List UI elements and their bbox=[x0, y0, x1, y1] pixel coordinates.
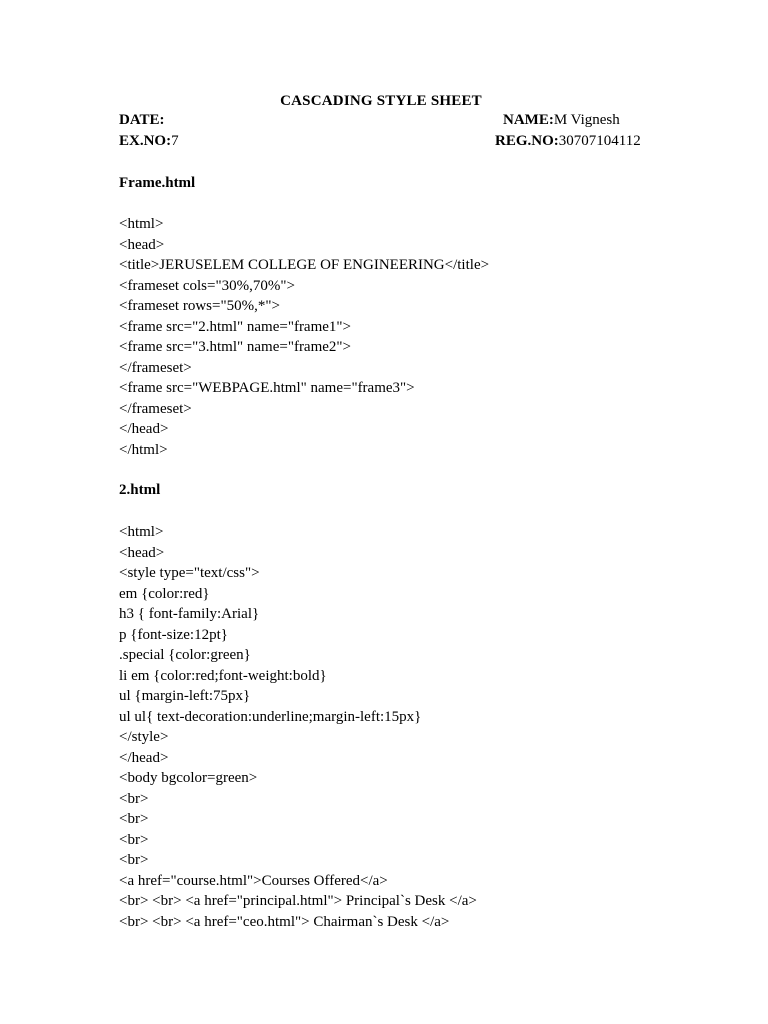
code-line: p {font-size:12pt} bbox=[119, 626, 228, 643]
code-line: <head> bbox=[119, 236, 165, 253]
section-heading-frame-html: Frame.html bbox=[119, 175, 196, 191]
meta-row-exno-regno bbox=[119, 133, 679, 153]
code-line: </html> bbox=[119, 441, 168, 458]
code-line: <html> bbox=[119, 216, 164, 232]
meta-row-date-name bbox=[119, 112, 679, 132]
document-title: CASCADING STYLE SHEET bbox=[280, 93, 482, 109]
code-line: </frameset> bbox=[119, 359, 192, 376]
code-line: h3 { font-family:Arial} bbox=[119, 606, 260, 622]
code-line: <br> <br> <a href="ceo.html"> Chairman`s Desk </a> bbox=[119, 913, 450, 930]
code-line: </head> bbox=[119, 421, 169, 437]
code-line: <br> bbox=[119, 831, 149, 848]
regno-value: 30707104112 bbox=[558, 133, 641, 149]
date-label: DATE: bbox=[119, 112, 165, 128]
code-line: </frameset> bbox=[119, 400, 192, 417]
code-line: <frameset cols="30%,70%"> bbox=[119, 277, 295, 294]
code-block-2-html bbox=[119, 522, 477, 932]
code-line: <style type="text/css"> bbox=[119, 565, 260, 581]
code-line: <frame src="2.html" name="frame1"> bbox=[119, 318, 352, 335]
name-value: M Vignesh bbox=[553, 112, 620, 128]
code-line: </style> bbox=[119, 729, 169, 745]
code-line: <br> bbox=[119, 790, 149, 807]
exno-value: 7 bbox=[171, 133, 179, 149]
code-line: <frame src="WEBPAGE.html" name="frame3"> bbox=[119, 380, 415, 396]
section-heading-2-html: 2.html bbox=[119, 482, 161, 498]
code-line: ul {margin-left:75px} bbox=[119, 688, 251, 704]
code-line: .special {color:green} bbox=[119, 647, 251, 663]
regno-label: REG.NO: bbox=[495, 133, 559, 149]
code-line: <a href="course.html">Courses Offered</a> bbox=[119, 872, 388, 889]
code-line: ul ul{ text-decoration:underline;margin-left:15px} bbox=[119, 708, 422, 725]
exno-field bbox=[119, 133, 179, 150]
code-line: <br> <br> <a href="principal.html"> Principal`s Desk </a> bbox=[119, 893, 477, 909]
code-line: li em {color:red;font-weight:bold} bbox=[119, 667, 327, 684]
exno-label: EX.NO: bbox=[119, 133, 172, 149]
code-line: <html> bbox=[119, 524, 164, 540]
code-line: <br> bbox=[119, 852, 149, 868]
code-line: </head> bbox=[119, 749, 169, 766]
code-line: <frameset rows="50%,*"> bbox=[119, 298, 280, 314]
name-label: NAME: bbox=[503, 112, 554, 128]
code-line: em {color:red} bbox=[119, 585, 210, 602]
date-field bbox=[119, 112, 165, 129]
name-field bbox=[503, 112, 620, 129]
regno-field bbox=[495, 133, 641, 150]
code-line: <frame src="3.html" name="frame2"> bbox=[119, 339, 352, 355]
code-line: <title>JERUSELEM COLLEGE OF ENGINEERING</title> bbox=[119, 257, 490, 273]
code-line: <body bgcolor=green> bbox=[119, 770, 258, 786]
code-line: <br> bbox=[119, 811, 149, 827]
code-line: <head> bbox=[119, 544, 165, 561]
code-block-frame-html bbox=[119, 214, 489, 460]
